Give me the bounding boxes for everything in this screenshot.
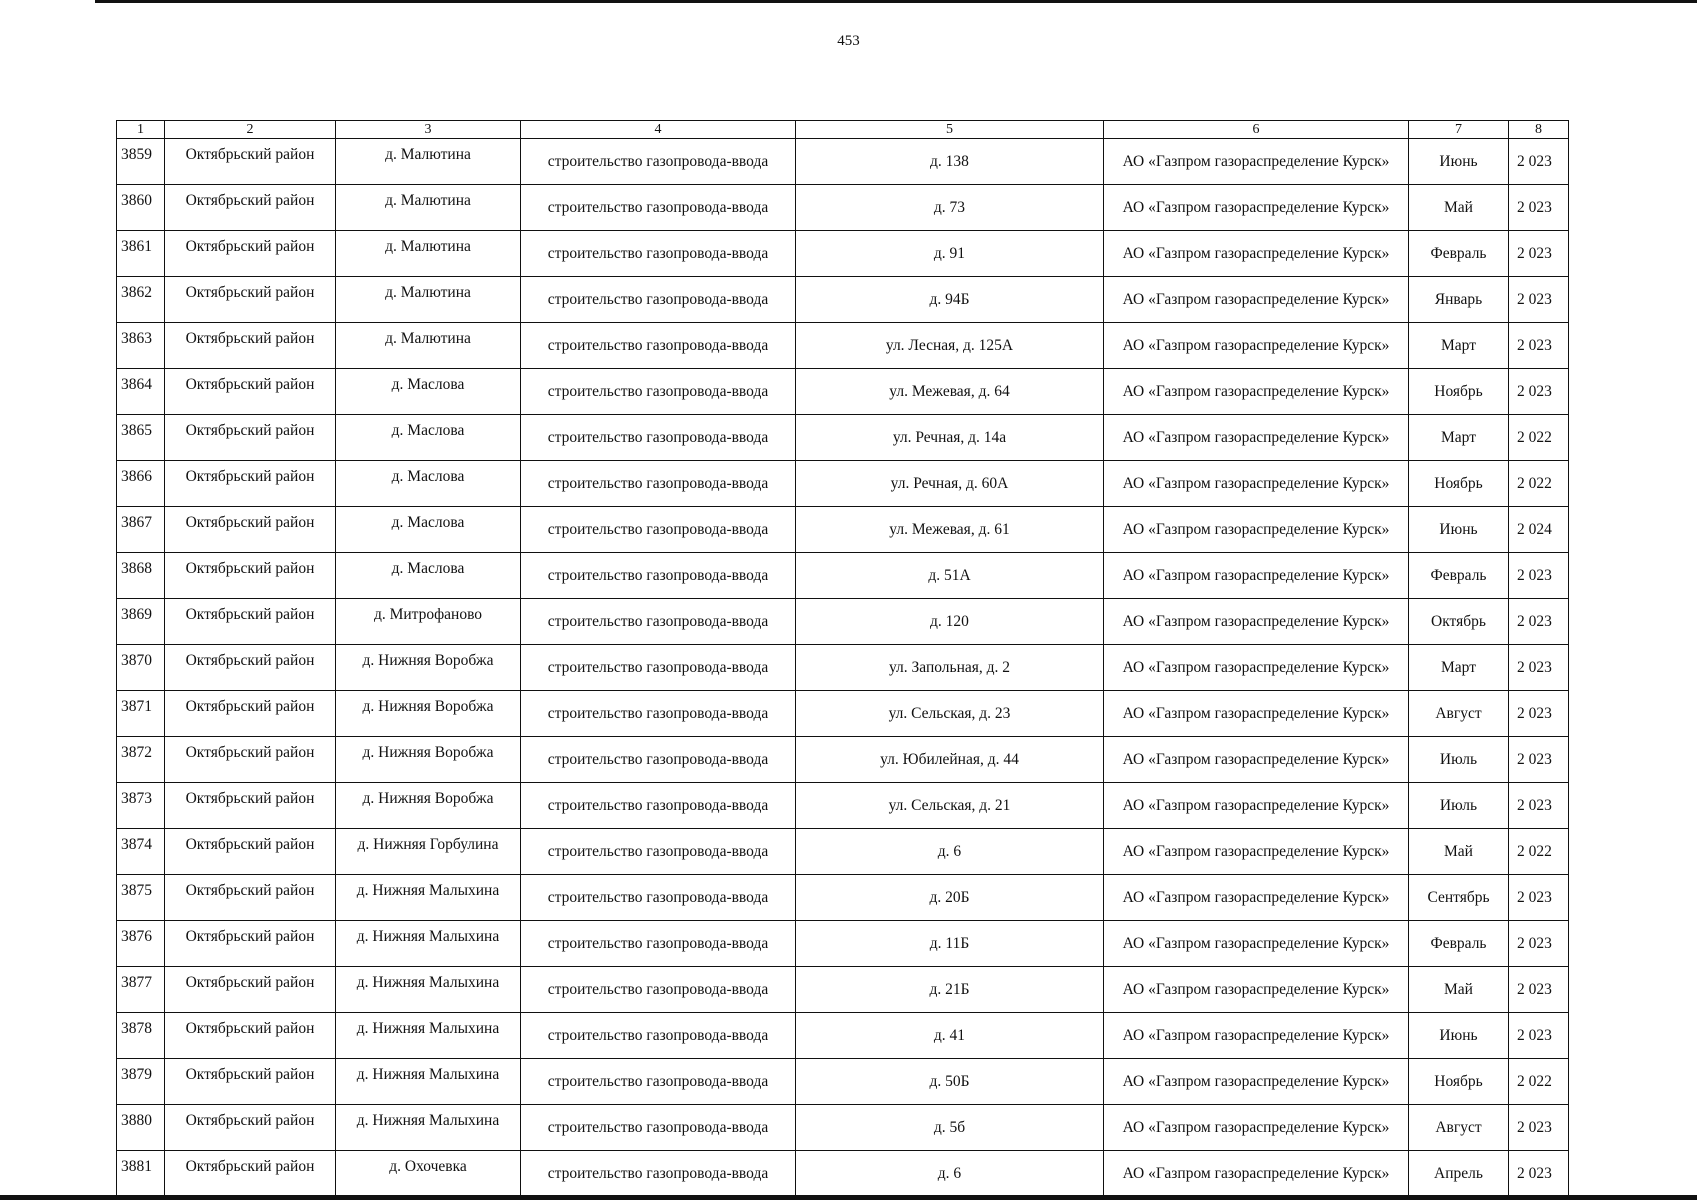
- cell-work-type: строительство газопровода-ввода: [521, 231, 796, 277]
- cell-district: Октябрьский район: [165, 1013, 336, 1059]
- table-row: [117, 507, 1569, 553]
- cell-month: Ноябрь: [1409, 461, 1509, 507]
- cell-month: Май: [1409, 185, 1509, 231]
- cell-row-number: 3863: [117, 323, 165, 369]
- cell-row-number: 3873: [117, 783, 165, 829]
- cell-address: д. 6: [796, 1151, 1104, 1197]
- cell-row-number: 3860: [117, 185, 165, 231]
- table-row: [117, 139, 1569, 185]
- cell-month: Июнь: [1409, 139, 1509, 185]
- cell-work-type: строительство газопровода-ввода: [521, 921, 796, 967]
- cell-operator: АО «Газпром газораспределение Курск»: [1104, 737, 1409, 783]
- cell-district: Октябрьский район: [165, 783, 336, 829]
- cell-year: 2 023: [1509, 967, 1569, 1013]
- cell-address: ул. Речная, д. 60А: [796, 461, 1104, 507]
- cell-year: 2 023: [1509, 645, 1569, 691]
- table-row: [117, 231, 1569, 277]
- cell-row-number: 3869: [117, 599, 165, 645]
- cell-operator: АО «Газпром газораспределение Курск»: [1104, 1151, 1409, 1197]
- cell-operator: АО «Газпром газораспределение Курск»: [1104, 323, 1409, 369]
- cell-year: 2 023: [1509, 737, 1569, 783]
- cell-year: 2 023: [1509, 1013, 1569, 1059]
- cell-work-type: строительство газопровода-ввода: [521, 277, 796, 323]
- cell-address: д. 11Б: [796, 921, 1104, 967]
- cell-year: 2 022: [1509, 461, 1569, 507]
- cell-operator: АО «Газпром газораспределение Курск»: [1104, 829, 1409, 875]
- cell-month: Июнь: [1409, 1013, 1509, 1059]
- cell-row-number: 3870: [117, 645, 165, 691]
- cell-month: Январь: [1409, 277, 1509, 323]
- cell-row-number: 3866: [117, 461, 165, 507]
- table-row: [117, 599, 1569, 645]
- cell-month: Ноябрь: [1409, 369, 1509, 415]
- cell-settlement: д. Маслова: [336, 415, 521, 461]
- cell-district: Октябрьский район: [165, 553, 336, 599]
- cell-operator: АО «Газпром газораспределение Курск»: [1104, 415, 1409, 461]
- column-header-3: 3: [336, 121, 521, 139]
- cell-district: Октябрьский район: [165, 461, 336, 507]
- cell-month: Июль: [1409, 783, 1509, 829]
- cell-year: 2 023: [1509, 139, 1569, 185]
- table-row: [117, 737, 1569, 783]
- cell-address: ул. Лесная, д. 125А: [796, 323, 1104, 369]
- cell-operator: АО «Газпром газораспределение Курск»: [1104, 783, 1409, 829]
- cell-row-number: 3859: [117, 139, 165, 185]
- cell-year: 2 023: [1509, 783, 1569, 829]
- cell-month: Сентябрь: [1409, 875, 1509, 921]
- cell-settlement: д. Нижняя Малыхина: [336, 875, 521, 921]
- cell-work-type: строительство газопровода-ввода: [521, 645, 796, 691]
- cell-address: д. 6: [796, 829, 1104, 875]
- cell-settlement: д. Нижняя Воробжа: [336, 783, 521, 829]
- cell-row-number: 3876: [117, 921, 165, 967]
- table-row: [117, 645, 1569, 691]
- cell-row-number: 3872: [117, 737, 165, 783]
- cell-address: ул. Сельская, д. 21: [796, 783, 1104, 829]
- cell-settlement: д. Нижняя Малыхина: [336, 1105, 521, 1151]
- cell-work-type: строительство газопровода-ввода: [521, 323, 796, 369]
- cell-year: 2 023: [1509, 553, 1569, 599]
- table-row: [117, 921, 1569, 967]
- cell-district: Октябрьский район: [165, 1151, 336, 1197]
- table-row: [117, 1013, 1569, 1059]
- cell-work-type: строительство газопровода-ввода: [521, 1151, 796, 1197]
- cell-operator: АО «Газпром газораспределение Курск»: [1104, 507, 1409, 553]
- cell-operator: АО «Газпром газораспределение Курск»: [1104, 461, 1409, 507]
- cell-address: д. 51А: [796, 553, 1104, 599]
- cell-settlement: д. Маслова: [336, 461, 521, 507]
- cell-operator: АО «Газпром газораспределение Курск»: [1104, 231, 1409, 277]
- table-row: [117, 461, 1569, 507]
- cell-district: Октябрьский район: [165, 645, 336, 691]
- table-row: [117, 829, 1569, 875]
- cell-operator: АО «Газпром газораспределение Курск»: [1104, 967, 1409, 1013]
- cell-row-number: 3864: [117, 369, 165, 415]
- cell-district: Октябрьский район: [165, 691, 336, 737]
- cell-month: Февраль: [1409, 553, 1509, 599]
- cell-year: 2 022: [1509, 1059, 1569, 1105]
- cell-month: Октябрь: [1409, 599, 1509, 645]
- cell-work-type: строительство газопровода-ввода: [521, 875, 796, 921]
- cell-year: 2 023: [1509, 369, 1569, 415]
- table-row: [117, 185, 1569, 231]
- table-row: [117, 553, 1569, 599]
- cell-settlement: д. Маслова: [336, 507, 521, 553]
- cell-month: Март: [1409, 323, 1509, 369]
- cell-district: Октябрьский район: [165, 415, 336, 461]
- cell-settlement: д. Охочевка: [336, 1151, 521, 1197]
- cell-operator: АО «Газпром газораспределение Курск»: [1104, 645, 1409, 691]
- page-number: 453: [837, 33, 860, 49]
- cell-address: д. 21Б: [796, 967, 1104, 1013]
- cell-row-number: 3865: [117, 415, 165, 461]
- cell-address: д. 73: [796, 185, 1104, 231]
- cell-month: Ноябрь: [1409, 1059, 1509, 1105]
- cell-year: 2 023: [1509, 921, 1569, 967]
- cell-address: д. 41: [796, 1013, 1104, 1059]
- cell-settlement: д. Нижняя Воробжа: [336, 737, 521, 783]
- cell-row-number: 3881: [117, 1151, 165, 1197]
- table-row: [117, 323, 1569, 369]
- table-row: [117, 691, 1569, 737]
- cell-operator: АО «Газпром газораспределение Курск»: [1104, 1013, 1409, 1059]
- cell-work-type: строительство газопровода-ввода: [521, 1105, 796, 1151]
- cell-year: 2 022: [1509, 415, 1569, 461]
- cell-operator: АО «Газпром газораспределение Курск»: [1104, 369, 1409, 415]
- cell-settlement: д. Малютина: [336, 323, 521, 369]
- cell-year: 2 023: [1509, 231, 1569, 277]
- cell-row-number: 3880: [117, 1105, 165, 1151]
- cell-month: Июнь: [1409, 507, 1509, 553]
- column-header-4: 4: [521, 121, 796, 139]
- cell-operator: АО «Газпром газораспределение Курск»: [1104, 553, 1409, 599]
- cell-settlement: д. Нижняя Малыхина: [336, 1013, 521, 1059]
- table-row: [117, 415, 1569, 461]
- cell-settlement: д. Маслова: [336, 553, 521, 599]
- cell-month: Август: [1409, 1105, 1509, 1151]
- cell-settlement: д. Малютина: [336, 277, 521, 323]
- cell-year: 2 023: [1509, 323, 1569, 369]
- table-row: [117, 369, 1569, 415]
- cell-address: ул. Межевая, д. 64: [796, 369, 1104, 415]
- cell-operator: АО «Газпром газораспределение Курск»: [1104, 875, 1409, 921]
- column-header-5: 5: [796, 121, 1104, 139]
- cell-row-number: 3875: [117, 875, 165, 921]
- cell-district: Октябрьский район: [165, 599, 336, 645]
- cell-district: Октябрьский район: [165, 1105, 336, 1151]
- cell-work-type: строительство газопровода-ввода: [521, 553, 796, 599]
- table-row: [117, 1151, 1569, 1197]
- cell-work-type: строительство газопровода-ввода: [521, 507, 796, 553]
- cell-work-type: строительство газопровода-ввода: [521, 783, 796, 829]
- cell-year: 2 022: [1509, 829, 1569, 875]
- cell-month: Август: [1409, 691, 1509, 737]
- cell-year: 2 023: [1509, 875, 1569, 921]
- cell-work-type: строительство газопровода-ввода: [521, 691, 796, 737]
- cell-month: Февраль: [1409, 231, 1509, 277]
- cell-month: Февраль: [1409, 921, 1509, 967]
- cell-month: Март: [1409, 415, 1509, 461]
- cell-operator: АО «Газпром газораспределение Курск»: [1104, 691, 1409, 737]
- cell-year: 2 023: [1509, 1151, 1569, 1197]
- cell-settlement: д. Нижняя Малыхина: [336, 967, 521, 1013]
- cell-operator: АО «Газпром газораспределение Курск»: [1104, 139, 1409, 185]
- cell-address: д. 20Б: [796, 875, 1104, 921]
- cell-work-type: строительство газопровода-ввода: [521, 415, 796, 461]
- cell-row-number: 3868: [117, 553, 165, 599]
- cell-address: д. 91: [796, 231, 1104, 277]
- cell-year: 2 023: [1509, 691, 1569, 737]
- cell-district: Октябрьский район: [165, 369, 336, 415]
- cell-settlement: д. Малютина: [336, 139, 521, 185]
- cell-district: Октябрьский район: [165, 231, 336, 277]
- cell-row-number: 3867: [117, 507, 165, 553]
- cell-row-number: 3878: [117, 1013, 165, 1059]
- cell-address: ул. Запольная, д. 2: [796, 645, 1104, 691]
- cell-month: Май: [1409, 829, 1509, 875]
- cell-operator: АО «Газпром газораспределение Курск»: [1104, 599, 1409, 645]
- cell-row-number: 3862: [117, 277, 165, 323]
- cell-row-number: 3861: [117, 231, 165, 277]
- cell-address: д. 138: [796, 139, 1104, 185]
- cell-settlement: д. Малютина: [336, 185, 521, 231]
- table-row: [117, 783, 1569, 829]
- cell-month: Март: [1409, 645, 1509, 691]
- cell-operator: АО «Газпром газораспределение Курск»: [1104, 277, 1409, 323]
- cell-settlement: д. Митрофаново: [336, 599, 521, 645]
- cell-settlement: д. Нижняя Горбулина: [336, 829, 521, 875]
- cell-operator: АО «Газпром газораспределение Курск»: [1104, 185, 1409, 231]
- cell-year: 2 023: [1509, 1105, 1569, 1151]
- cell-address: д. 120: [796, 599, 1104, 645]
- cell-district: Октябрьский район: [165, 139, 336, 185]
- table-row: [117, 875, 1569, 921]
- cell-work-type: строительство газопровода-ввода: [521, 599, 796, 645]
- cell-district: Октябрьский район: [165, 185, 336, 231]
- cell-operator: АО «Газпром газораспределение Курск»: [1104, 921, 1409, 967]
- cell-work-type: строительство газопровода-ввода: [521, 185, 796, 231]
- cell-address: ул. Речная, д. 14а: [796, 415, 1104, 461]
- cell-district: Октябрьский район: [165, 875, 336, 921]
- cell-settlement: д. Нижняя Воробжа: [336, 645, 521, 691]
- cell-settlement: д. Нижняя Малыхина: [336, 921, 521, 967]
- cell-address: д. 5б: [796, 1105, 1104, 1151]
- cell-district: Октябрьский район: [165, 967, 336, 1013]
- cell-operator: АО «Газпром газораспределение Курск»: [1104, 1105, 1409, 1151]
- cell-district: Октябрьский район: [165, 829, 336, 875]
- cell-district: Октябрьский район: [165, 277, 336, 323]
- cell-month: Апрель: [1409, 1151, 1509, 1197]
- column-header-7: 7: [1409, 121, 1509, 139]
- cell-address: ул. Сельская, д. 23: [796, 691, 1104, 737]
- cell-address: д. 94Б: [796, 277, 1104, 323]
- cell-row-number: 3871: [117, 691, 165, 737]
- table-row: [117, 277, 1569, 323]
- cell-work-type: строительство газопровода-ввода: [521, 737, 796, 783]
- cell-work-type: строительство газопровода-ввода: [521, 829, 796, 875]
- table-row: [117, 1059, 1569, 1105]
- cell-year: 2 023: [1509, 599, 1569, 645]
- register-table: [116, 120, 1569, 1197]
- cell-address: ул. Юбилейная, д. 44: [796, 737, 1104, 783]
- cell-work-type: строительство газопровода-ввода: [521, 967, 796, 1013]
- cell-work-type: строительство газопровода-ввода: [521, 461, 796, 507]
- header-row: [117, 121, 1569, 139]
- cell-settlement: д. Малютина: [336, 231, 521, 277]
- cell-work-type: строительство газопровода-ввода: [521, 369, 796, 415]
- table-row: [117, 967, 1569, 1013]
- cell-year: 2 023: [1509, 185, 1569, 231]
- cell-district: Октябрьский район: [165, 921, 336, 967]
- column-header-6: 6: [1104, 121, 1409, 139]
- cell-district: Октябрьский район: [165, 1059, 336, 1105]
- cell-settlement: д. Нижняя Малыхина: [336, 1059, 521, 1105]
- cell-work-type: строительство газопровода-ввода: [521, 139, 796, 185]
- cell-settlement: д. Маслова: [336, 369, 521, 415]
- cell-operator: АО «Газпром газораспределение Курск»: [1104, 1059, 1409, 1105]
- cell-work-type: строительство газопровода-ввода: [521, 1013, 796, 1059]
- column-header-2: 2: [165, 121, 336, 139]
- cell-work-type: строительство газопровода-ввода: [521, 1059, 796, 1105]
- cell-address: ул. Межевая, д. 61: [796, 507, 1104, 553]
- cell-row-number: 3874: [117, 829, 165, 875]
- cell-row-number: 3877: [117, 967, 165, 1013]
- table-body: [117, 139, 1569, 1197]
- cell-district: Октябрьский район: [165, 323, 336, 369]
- cell-district: Октябрьский район: [165, 507, 336, 553]
- column-header-8: 8: [1509, 121, 1569, 139]
- cell-year: 2 023: [1509, 277, 1569, 323]
- cell-settlement: д. Нижняя Воробжа: [336, 691, 521, 737]
- bottom-scan-rule: [0, 1195, 1697, 1200]
- cell-district: Октябрьский район: [165, 737, 336, 783]
- cell-row-number: 3879: [117, 1059, 165, 1105]
- cell-address: д. 50Б: [796, 1059, 1104, 1105]
- cell-month: Июль: [1409, 737, 1509, 783]
- table-row: [117, 1105, 1569, 1151]
- cell-year: 2 024: [1509, 507, 1569, 553]
- column-header-1: 1: [117, 121, 165, 139]
- top-scan-rule: [95, 0, 1697, 3]
- cell-month: Май: [1409, 967, 1509, 1013]
